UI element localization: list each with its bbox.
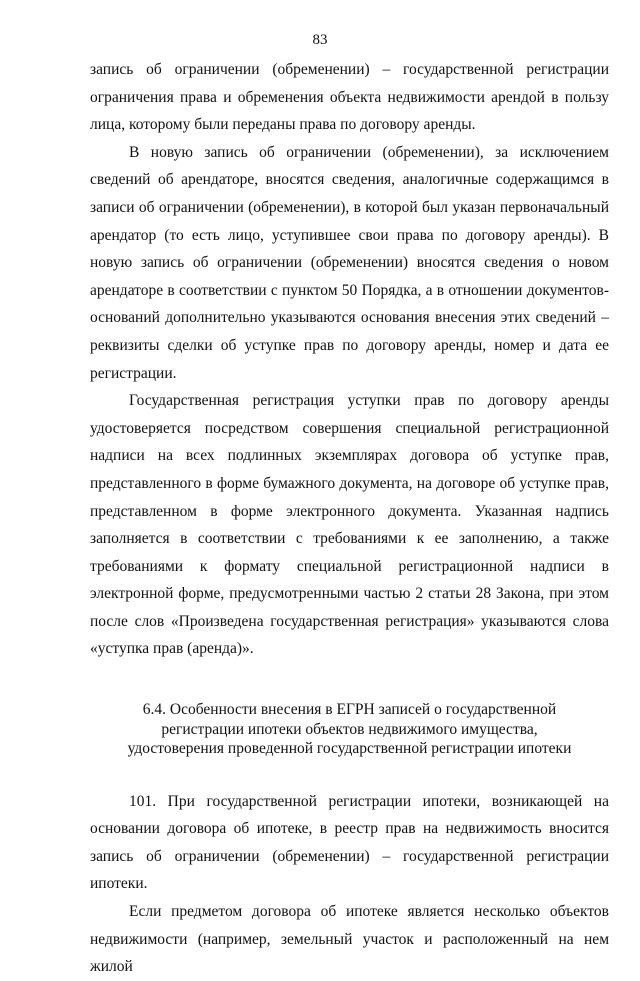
paragraph-new-record: В новую запись об ограничении (обременении), за исключением сведений об арендаторе, вносятся сведения, аналогичные содержащимся в записи об ограничении (обременении), в которой был указан первоначальный арендатор (то есть лицо, уступившее свои права по договору аренды). В новую запись об ограничении (обременении) вносятся сведения о новом арендаторе в соответствии с пунктом 50 Порядка, а в отношении документов-оснований дополнительно указываются основания внесения этих сведений – реквизиты сделки об уступке прав по договору аренды, номер и дата ее регистрации. bbox=[90, 143, 609, 382]
paragraph-mortgage-objects: Если предметом договора об ипотеке является несколько объектов недвижимости (например, земельный участок и расположенный на нем жилой bbox=[90, 902, 609, 976]
paragraph-item-101: 101. При государственной регистрации ипотеки, возникающей на основании договора об ипотеке, в реестр прав на недвижимость вносится запись об ограничении (обременении) – государственной регистрации ипотеки. bbox=[90, 792, 609, 893]
page-number: 83 bbox=[312, 32, 328, 48]
paragraph-continuation: запись об ограничении (обременении) – государственной регистрации ограничения права и обременения объекта недвижимости арендой в пользу лица, которому были переданы права по договору аренды. bbox=[90, 61, 609, 134]
section-heading-line: регистрации ипотеки объектов недвижимого имущества, bbox=[161, 720, 538, 738]
section-heading-line: 6.4. Особенности внесения в ЕГРН записей о государственной bbox=[142, 701, 557, 719]
paragraph-registration-assignment: Государственная регистрация уступки прав по договору аренды удостоверяется посредством совершения специальной регистрационной надписи на всех подлинных экземплярах договора об уступке прав, представленного в форме бумажного документа, на договоре об уступке прав, представленном в форме электронного документа. Указанная надпись заполняется в соответствии с требованиями к ее заполнению, а также требованиями к формату специальной регистрационной надписи в электронной форме, предусмотренными частью 2 статьи 28 Закона, при этом после слов «Произведена государственная регистрация» указываются слова «уступка прав (аренда)». bbox=[90, 392, 609, 658]
section-heading-line: удостоверения проведенной государственной регистрации ипотеки bbox=[127, 740, 572, 758]
document-body bbox=[90, 56, 609, 981]
section-heading bbox=[90, 700, 609, 759]
